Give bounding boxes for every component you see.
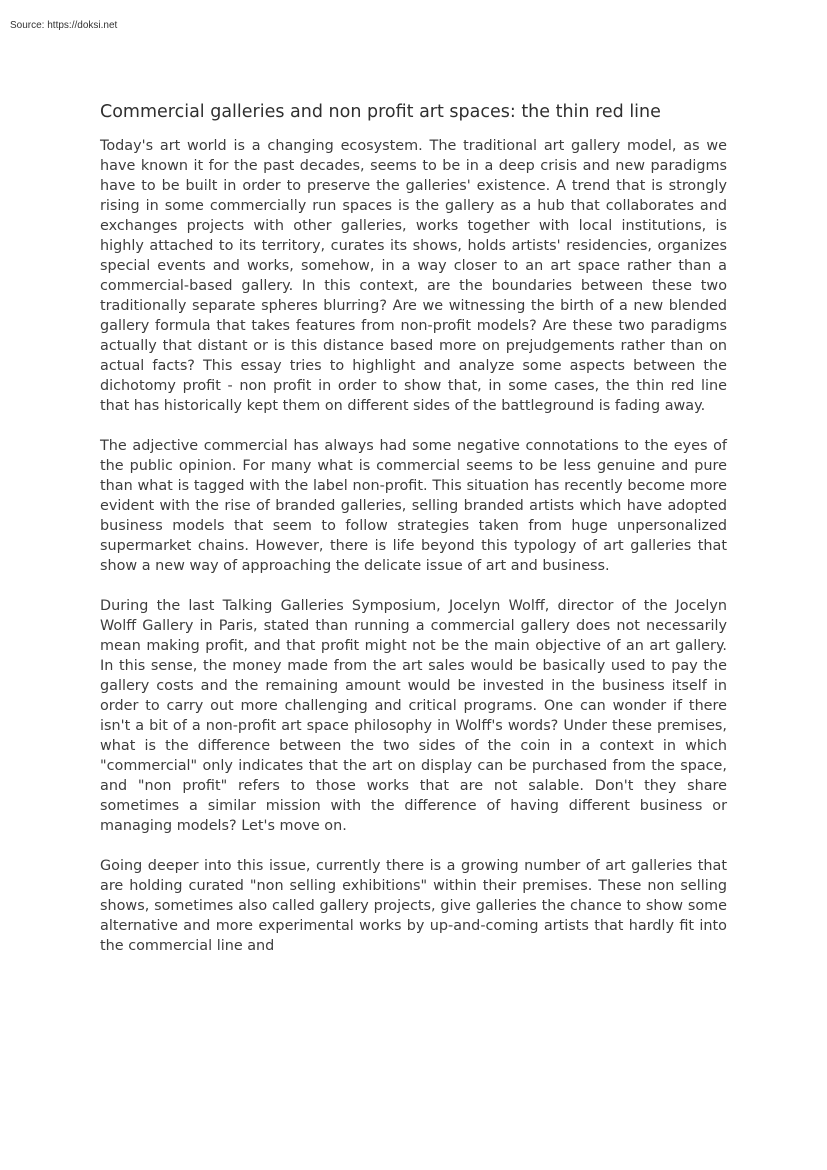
paragraph-1: Today's art world is a changing ecosystem. The traditional art gallery model, as we have known it for the past decades, seems to be in a deep crisis and new paradigms have to be built in order to preserve the galleries' existence. A trend that is strongly rising in some commercially run spaces is the gallery as a hub that collaborates and exchanges projects with other galleries, works together with local institutions, is highly attached to its territory, curates its shows, holds artists' residencies, organizes special events and works, somehow, in a way closer to an art space rather than a commercial-based gallery. In this context, are the boundaries between these two traditionally separate spheres blurring? Are we witnessing the birth of a new blended gallery formula that takes features from non-profit models? Are these two paradigms actually that distant or is this distance based more on prejudgements rather than on actual facts? This essay tries to highlight and analyze some aspects between the dichotomy profit - non profit in order to show that, in some cases, the thin red line that has historically kept them on different sides of the battleground is fading away. [100, 138, 727, 414]
paragraph-2: The adjective commercial has always had some negative connotations to the eyes of the public opinion. For many what is commercial seems to be less genuine and pure than what is tagged with the label non-profit. This situation has recently become more evident with the rise of branded galleries, selling branded artists which have adopted business models that seem to follow strategies taken from huge unpersonalized supermarket chains. However, there is life beyond this typology of art galleries that show a new way of approaching the delicate issue of art and business. [100, 438, 727, 574]
document-title: Commercial galleries and non profit art spaces: the thin red line [100, 102, 661, 122]
paragraph-3: During the last Talking Galleries Symposium, Jocelyn Wolff, director of the Jocelyn Wolff Gallery in Paris, stated than running a commercial gallery does not necessarily mean making profit, and that profit might not be the main objective of an art gallery. In this sense, the money made from the art sales would be basically used to pay the gallery costs and the remaining amount would be invested in the business itself in order to carry out more challenging and critical programs. One can wonder if there isn't a bit of a non-profit art space philosophy in Wolff's words? Under these premises, what is the difference between the two sides of the coin in a context in which "commercial" only indicates that the art on display can be purchased from the space, and "non profit" refers to those works that are not salable. Don't they share sometimes a similar mission with the difference of having different business or managing models? Let's move on. [100, 598, 727, 834]
paragraph-4: Going deeper into this issue, currently there is a growing number of art galleries that are holding curated "non selling exhibitions" within their premises. These non selling shows, sometimes also called gallery projects, give galleries the chance to show some alternative and more experimental works by up-and-coming artists that hardly fit into the commercial line and [100, 858, 727, 954]
source-url: Source: https://doksi.net [10, 20, 118, 31]
document-body [100, 100, 727, 976]
